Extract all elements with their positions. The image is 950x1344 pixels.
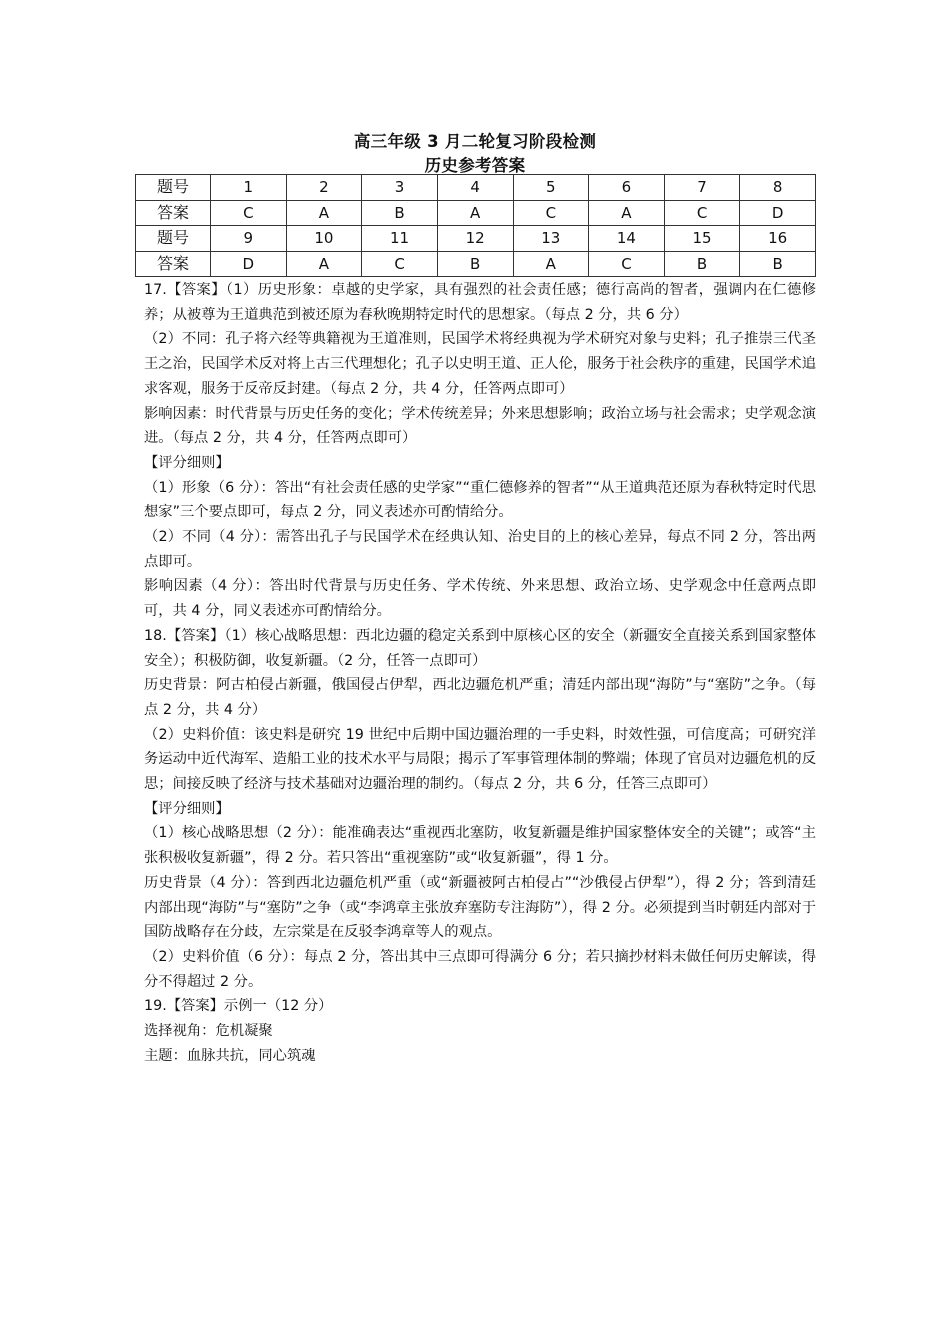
table-cell: 9: [211, 226, 287, 252]
table-cell: A: [589, 200, 665, 226]
table-cell: 12: [437, 226, 513, 252]
table-cell: 10: [286, 226, 362, 252]
table-cell: D: [740, 200, 816, 226]
q17-scoring-factors: 影响因素（4 分）：答出时代背景与历史任务、学术传统、外来思想、政治立场、史学观念中任意两点即可，共 4 分，同义表述亦可酌情给分。: [144, 578, 816, 620]
table-cell: A: [286, 200, 362, 226]
scoring-heading: 【评分细则】: [144, 800, 230, 817]
answer-table: [135, 174, 816, 277]
document-title: 高三年级 3 月二轮复习阶段检测: [353, 132, 597, 151]
q18-scoring-part1: （1）核心战略思想（2 分）：能准确表达“重视西北塞防，收复新疆是维护国家整体安全的关键”；或答“主张积极收复新疆”，得 2 分。若只答出“重视塞防”或“收复新疆”，得 1 分。: [144, 825, 816, 867]
table-row: [136, 175, 816, 201]
table-cell: 13: [513, 226, 589, 252]
row-label: 题号: [136, 226, 211, 252]
row-label: 答案: [136, 251, 211, 277]
q18-answer-part1: 18.【答案】（1）核心战略思想：西北边疆的稳定关系到中原核心区的安全（新疆安全直接关系到国家整体安全）；积极防御，收复新疆。（2 分，任答一点即可）: [144, 627, 816, 669]
q18-scoring-background: 历史背景（4 分）：答到西北边疆危机严重（或“新疆被阿古柏侵占”“沙俄侵占伊犁”），得 2 分；答到清廷内部出现“海防”与“塞防”之争（或“李鸿章主张放弃塞防专注海防”），得 2 分。必须提到当时朝廷内部对于国防战略存在分歧，左宗棠是在反驳李鸿章等人的观点。: [144, 874, 816, 941]
table-cell: D: [211, 251, 287, 277]
table-row: [136, 200, 816, 226]
q17-scoring-part2: （2）不同（4 分）：需答出孔子与民国学术在经典认知、治史目的上的核心差异，每点不同 2 分，答出两点即可。: [144, 529, 816, 570]
table-cell: 14: [589, 226, 665, 252]
q19-theme: 主题：血脉共抗，同心筑魂: [144, 1047, 316, 1064]
table-cell: 2: [286, 175, 362, 201]
table-cell: 8: [740, 175, 816, 201]
table-cell: 4: [437, 175, 513, 201]
table-cell: C: [664, 200, 740, 226]
q17-answer-part2: （2）不同：孔子将六经等典籍视为王道准则，民国学术将经典视为学术研究对象与史料；孔子推崇三代圣王之治，民国学术反对将上古三代理想化；孔子以史明王道、正人伦，服务于社会秩序的重建，民国学术追求客观，服务于反帝反封建。（每点 2 分，共 4 分，任答两点即可）: [144, 331, 816, 397]
table-cell: 5: [513, 175, 589, 201]
table-cell: 7: [664, 175, 740, 201]
q19-perspective: 选择视角：危机凝聚: [144, 1023, 273, 1040]
row-label: 答案: [136, 200, 211, 226]
table-cell: B: [362, 200, 438, 226]
table-cell: B: [437, 251, 513, 277]
q18-scoring-part2: （2）史料价值（6 分）：每点 2 分，答出其中三点即可得满分 6 分；若只摘抄材料未做任何历史解读，得分不得超过 2 分。: [144, 948, 816, 990]
table-cell: A: [513, 251, 589, 277]
q18-answer-part2: （2）史料价值：该史料是研究 19 世纪中后期中国边疆治理的一手史料，时效性强，可信度高；可研究洋务运动中近代海军、造船工业的技术水平与局限；揭示了军事管理体制的弊端；体现了官员对边疆危机的反思；间接反映了经济与技术基础对边疆治理的制约。（每点 2 分，共 6 分，任答三点即可）: [144, 726, 816, 793]
table-cell: 11: [362, 226, 438, 252]
q17-factors: 影响因素：时代背景与历史任务的变化；学术传统差异；外来思想影响；政治立场与社会需求；史学观念演进。（每点 2 分，共 4 分，任答两点即可）: [144, 405, 816, 447]
q17-scoring-part1: （1）形象（6 分）：答出“有社会责任感的史学家”“重仁德修养的智者”“从王道典范还原为春秋特定时代思想家”三个要点即可，每点 2 分，同义表述亦可酌情给分。: [144, 479, 816, 521]
table-row: [136, 251, 816, 277]
table-cell: A: [286, 251, 362, 277]
table-cell: C: [513, 200, 589, 226]
answer-content: [144, 278, 816, 1069]
table-row: [136, 226, 816, 252]
table-cell: C: [589, 251, 665, 277]
table-cell: 15: [664, 226, 740, 252]
table-cell: 1: [211, 175, 287, 201]
table-cell: C: [362, 251, 438, 277]
q18-background: 历史背景：阿古柏侵占新疆，俄国侵占伊犁，西北边疆危机严重；清廷内部出现“海防”与“塞防”之争。（每点 2 分，共 4 分）: [144, 677, 816, 718]
table-cell: 3: [362, 175, 438, 201]
document-subtitle: 历史参考答案: [424, 156, 526, 175]
table-cell: 6: [589, 175, 665, 201]
table-cell: B: [740, 251, 816, 277]
row-label: 题号: [136, 175, 211, 201]
table-cell: A: [437, 200, 513, 226]
table-cell: 16: [740, 226, 816, 252]
scoring-heading: 【评分细则】: [144, 454, 230, 471]
table-cell: C: [211, 200, 287, 226]
q19-answer-heading: 19.【答案】示例一（12 分）: [144, 998, 333, 1015]
table-cell: B: [664, 251, 740, 277]
q17-answer-part1: 17.【答案】（1）历史形象：卓越的史学家，具有强烈的社会责任感；德行高尚的智者，强调内在仁德修养；从被尊为王道典范到被还原为春秋晚期特定时代的思想家。（每点 2 分，共 6 分）: [144, 282, 816, 323]
